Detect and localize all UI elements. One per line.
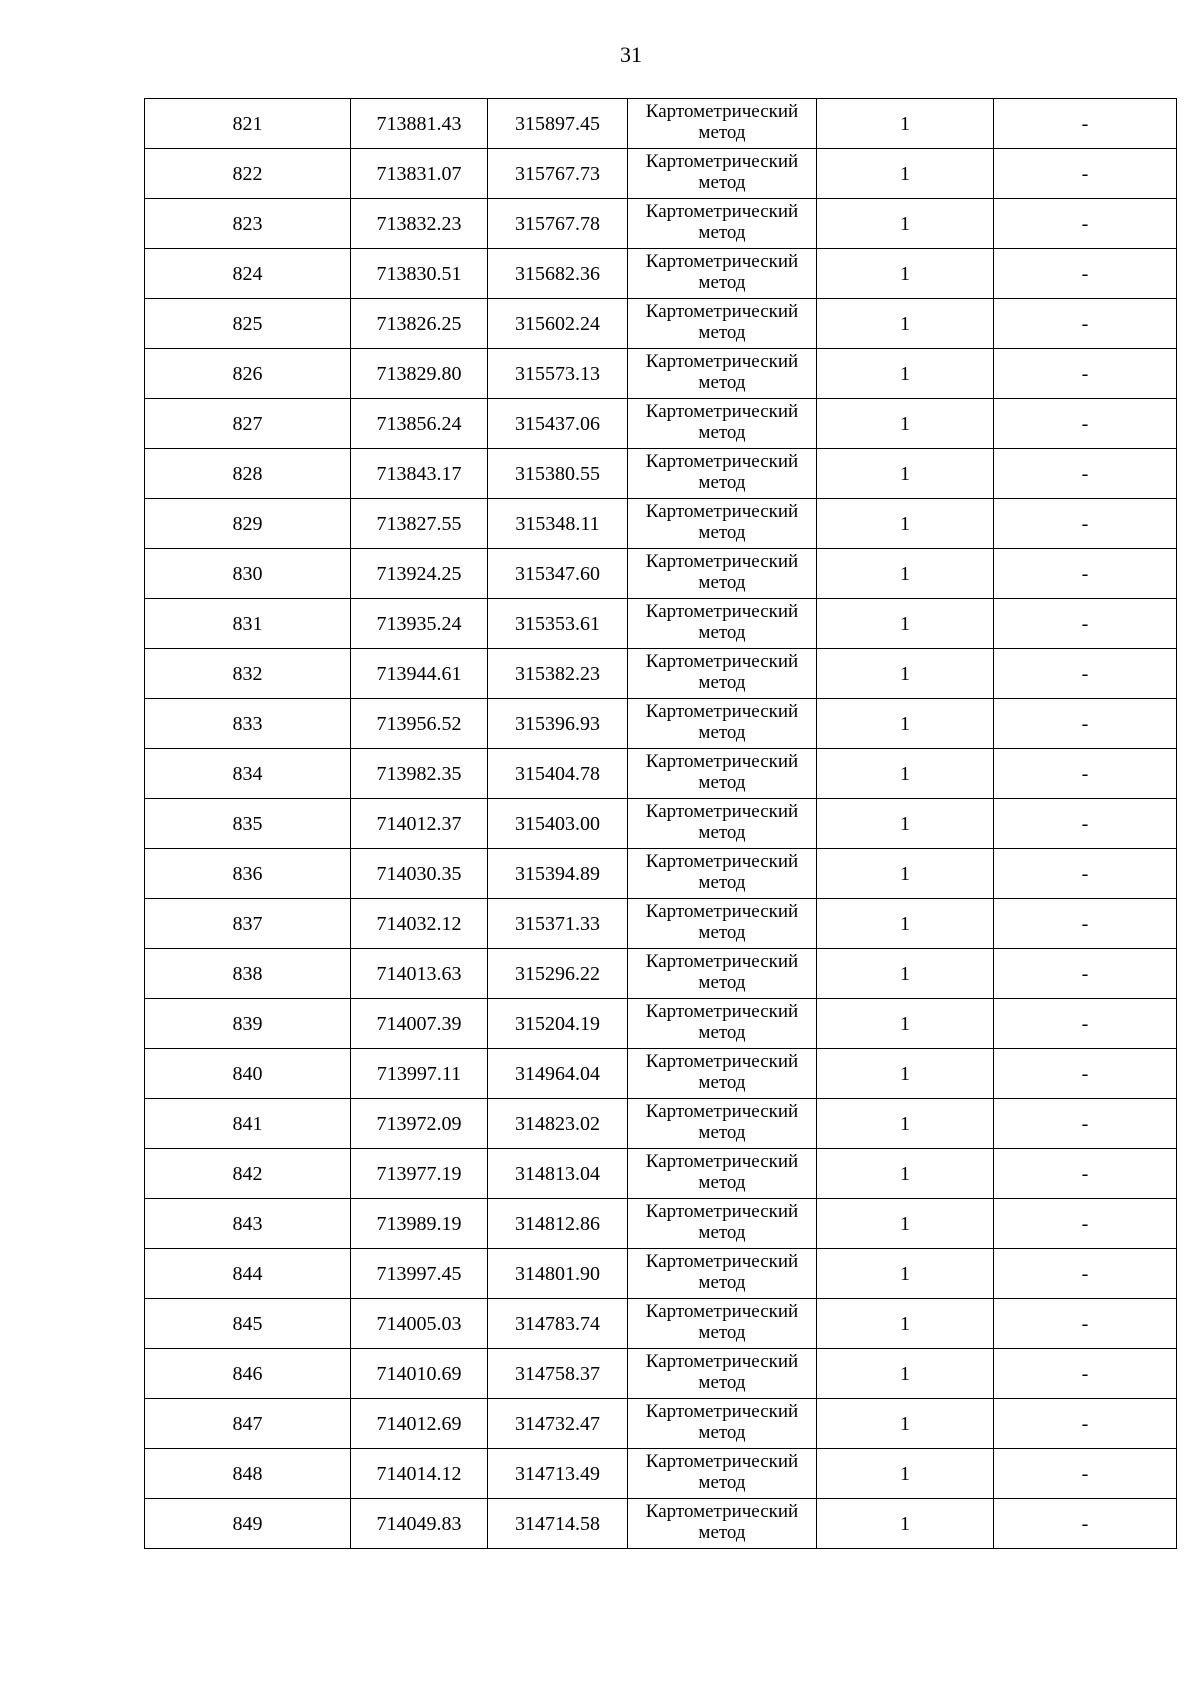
method-cell [628,1199,817,1249]
accuracy-cell: 1 [817,899,994,949]
description-cell: - [994,1449,1177,1499]
point-number-cell: 844 [145,1249,351,1299]
description-cell: - [994,199,1177,249]
accuracy-cell: 1 [817,1499,994,1549]
accuracy-cell: 1 [817,199,994,249]
x-coordinate-cell: 713935.24 [351,599,488,649]
table-row [145,1049,1177,1099]
table-row [145,799,1177,849]
method-text-line2: метод [698,872,746,893]
x-coordinate-cell: 714010.69 [351,1349,488,1399]
x-coordinate-cell: 713956.52 [351,699,488,749]
y-coordinate-cell: 314758.37 [488,1349,628,1399]
page-number: 31 [620,42,642,67]
method-text-line1: Картометрический [645,101,799,122]
table-row [145,1299,1177,1349]
point-number-cell: 842 [145,1149,351,1199]
y-coordinate-cell: 314714.58 [488,1499,628,1549]
y-coordinate-cell: 315296.22 [488,949,628,999]
point-number-cell: 831 [145,599,351,649]
x-coordinate-cell: 714007.39 [351,999,488,1049]
y-coordinate-cell: 315437.06 [488,399,628,449]
method-cell [628,949,817,999]
description-cell: - [994,1149,1177,1199]
table-row [145,949,1177,999]
method-text-line2: метод [698,1222,746,1243]
description-cell: - [994,349,1177,399]
x-coordinate-cell: 714014.12 [351,1449,488,1499]
point-number-cell: 841 [145,1099,351,1149]
method-cell [628,399,817,449]
table-row [145,899,1177,949]
y-coordinate-cell: 314813.04 [488,1149,628,1199]
method-text-line1: Картометрический [645,1501,799,1522]
point-number-cell: 840 [145,1049,351,1099]
description-cell: - [994,1399,1177,1449]
description-cell: - [994,149,1177,199]
method-cell [628,899,817,949]
method-cell [628,1499,817,1549]
method-text-line1: Картометрический [645,751,799,772]
x-coordinate-cell: 714012.37 [351,799,488,849]
accuracy-cell: 1 [817,799,994,849]
method-text-line2: метод [698,1122,746,1143]
method-text-line2: метод [698,772,746,793]
y-coordinate-cell: 315403.00 [488,799,628,849]
point-number-cell: 832 [145,649,351,699]
method-cell [628,1149,817,1199]
method-text-line1: Картометрический [645,801,799,822]
y-coordinate-cell: 315602.24 [488,299,628,349]
point-number-cell: 824 [145,249,351,299]
table-row [145,199,1177,249]
accuracy-cell: 1 [817,499,994,549]
y-coordinate-cell: 315371.33 [488,899,628,949]
description-cell: - [994,499,1177,549]
method-text-line1: Картометрический [645,1151,799,1172]
x-coordinate-cell: 713832.23 [351,199,488,249]
y-coordinate-cell: 315682.36 [488,249,628,299]
method-cell [628,1099,817,1149]
method-text-line2: метод [698,922,746,943]
y-coordinate-cell: 315404.78 [488,749,628,799]
method-cell [628,649,817,699]
table-row [145,399,1177,449]
method-text-line1: Картометрический [645,1101,799,1122]
accuracy-cell: 1 [817,99,994,149]
method-text-line1: Картометрический [645,451,799,472]
method-text-line1: Картометрический [645,1351,799,1372]
y-coordinate-cell: 315204.19 [488,999,628,1049]
method-cell [628,1299,817,1349]
x-coordinate-cell: 714012.69 [351,1399,488,1449]
description-cell: - [994,99,1177,149]
method-cell [628,249,817,299]
method-text-line2: метод [698,122,746,143]
accuracy-cell: 1 [817,1249,994,1299]
coordinates-table-body [145,99,1177,1549]
y-coordinate-cell: 315380.55 [488,449,628,499]
method-cell [628,199,817,249]
method-text-line1: Картометрический [645,201,799,222]
method-text-line1: Картометрический [645,1301,799,1322]
description-cell: - [994,649,1177,699]
accuracy-cell: 1 [817,849,994,899]
x-coordinate-cell: 714005.03 [351,1299,488,1349]
accuracy-cell: 1 [817,1149,994,1199]
description-cell: - [994,749,1177,799]
method-text-line1: Картометрический [645,951,799,972]
method-text-line2: метод [698,422,746,443]
y-coordinate-cell: 315353.61 [488,599,628,649]
y-coordinate-cell: 315394.89 [488,849,628,899]
table-row [145,449,1177,499]
method-text-line2: метод [698,372,746,393]
x-coordinate-cell: 713843.17 [351,449,488,499]
point-number-cell: 847 [145,1399,351,1449]
method-text-line1: Картометрический [645,1001,799,1022]
method-text-line1: Картометрический [645,1201,799,1222]
x-coordinate-cell: 713944.61 [351,649,488,699]
method-text-line2: метод [698,1072,746,1093]
x-coordinate-cell: 714013.63 [351,949,488,999]
table-row [145,499,1177,549]
point-number-cell: 848 [145,1449,351,1499]
x-coordinate-cell: 713977.19 [351,1149,488,1199]
description-cell: - [994,599,1177,649]
method-text-line1: Картометрический [645,301,799,322]
method-cell [628,1449,817,1499]
description-cell: - [994,699,1177,749]
description-cell: - [994,849,1177,899]
method-text-line1: Картометрический [645,1401,799,1422]
method-text-line1: Картометрический [645,151,799,172]
method-text-line2: метод [698,1022,746,1043]
accuracy-cell: 1 [817,999,994,1049]
method-text-line1: Картометрический [645,701,799,722]
table-row [145,1399,1177,1449]
table-row [145,599,1177,649]
method-cell [628,299,817,349]
method-cell [628,799,817,849]
table-row [145,1349,1177,1399]
description-cell: - [994,1099,1177,1149]
x-coordinate-cell: 713881.43 [351,99,488,149]
accuracy-cell: 1 [817,549,994,599]
description-cell: - [994,1249,1177,1299]
x-coordinate-cell: 714030.35 [351,849,488,899]
table-row [145,299,1177,349]
table-row [145,1499,1177,1549]
point-number-cell: 846 [145,1349,351,1399]
y-coordinate-cell: 315382.23 [488,649,628,699]
y-coordinate-cell: 315348.11 [488,499,628,549]
method-text-line2: метод [698,1322,746,1343]
method-text-line2: метод [698,272,746,293]
point-number-cell: 845 [145,1299,351,1349]
description-cell: - [994,899,1177,949]
method-cell [628,1399,817,1449]
x-coordinate-cell: 713972.09 [351,1099,488,1149]
method-cell [628,449,817,499]
table-row [145,549,1177,599]
accuracy-cell: 1 [817,299,994,349]
accuracy-cell: 1 [817,599,994,649]
method-cell [628,1249,817,1299]
point-number-cell: 833 [145,699,351,749]
table-row [145,1149,1177,1199]
method-text-line2: метод [698,822,746,843]
point-number-cell: 828 [145,449,351,499]
method-text-line2: метод [698,1372,746,1393]
accuracy-cell: 1 [817,1049,994,1099]
method-text-line1: Картометрический [645,851,799,872]
method-text-line1: Картометрический [645,1451,799,1472]
method-cell [628,999,817,1049]
x-coordinate-cell: 714032.12 [351,899,488,949]
method-text-line2: метод [698,572,746,593]
table-row [145,1199,1177,1249]
method-cell [628,549,817,599]
y-coordinate-cell: 315897.45 [488,99,628,149]
coordinates-table [144,98,1177,1549]
accuracy-cell: 1 [817,399,994,449]
method-text-line2: метод [698,1172,746,1193]
x-coordinate-cell: 713989.19 [351,1199,488,1249]
accuracy-cell: 1 [817,699,994,749]
accuracy-cell: 1 [817,1399,994,1449]
y-coordinate-cell: 314964.04 [488,1049,628,1099]
method-cell [628,599,817,649]
table-row [145,849,1177,899]
accuracy-cell: 1 [817,749,994,799]
method-text-line1: Картометрический [645,351,799,372]
table-row [145,249,1177,299]
table-row [145,1449,1177,1499]
method-text-line2: метод [698,1472,746,1493]
x-coordinate-cell: 713829.80 [351,349,488,399]
method-text-line2: метод [698,322,746,343]
table-row [145,1249,1177,1299]
method-text-line2: метод [698,1272,746,1293]
description-cell: - [994,549,1177,599]
y-coordinate-cell: 315347.60 [488,549,628,599]
accuracy-cell: 1 [817,1299,994,1349]
description-cell: - [994,249,1177,299]
method-text-line2: метод [698,1522,746,1543]
point-number-cell: 835 [145,799,351,849]
point-number-cell: 825 [145,299,351,349]
method-cell [628,349,817,399]
method-cell [628,99,817,149]
accuracy-cell: 1 [817,1099,994,1149]
table-row [145,749,1177,799]
point-number-cell: 822 [145,149,351,199]
method-text-line2: метод [698,972,746,993]
x-coordinate-cell: 713924.25 [351,549,488,599]
x-coordinate-cell: 713830.51 [351,249,488,299]
method-cell [628,749,817,799]
method-cell [628,499,817,549]
point-number-cell: 827 [145,399,351,449]
method-cell [628,149,817,199]
description-cell: - [994,449,1177,499]
table-row [145,349,1177,399]
table-row [145,999,1177,1049]
description-cell: - [994,949,1177,999]
accuracy-cell: 1 [817,1349,994,1399]
method-text-line2: метод [698,1422,746,1443]
description-cell: - [994,299,1177,349]
method-text-line2: метод [698,222,746,243]
x-coordinate-cell: 713826.25 [351,299,488,349]
accuracy-cell: 1 [817,949,994,999]
description-cell: - [994,1349,1177,1399]
method-text-line1: Картометрический [645,401,799,422]
x-coordinate-cell: 713997.11 [351,1049,488,1099]
y-coordinate-cell: 314812.86 [488,1199,628,1249]
x-coordinate-cell: 713831.07 [351,149,488,199]
x-coordinate-cell: 713982.35 [351,749,488,799]
description-cell: - [994,1299,1177,1349]
point-number-cell: 826 [145,349,351,399]
method-text-line1: Картометрический [645,501,799,522]
table-row [145,649,1177,699]
method-text-line2: метод [698,172,746,193]
y-coordinate-cell: 314823.02 [488,1099,628,1149]
description-cell: - [994,799,1177,849]
method-text-line2: метод [698,522,746,543]
method-cell [628,1049,817,1099]
y-coordinate-cell: 315573.13 [488,349,628,399]
method-cell [628,699,817,749]
table-row [145,99,1177,149]
description-cell: - [994,1499,1177,1549]
method-cell [628,849,817,899]
method-text-line1: Картометрический [645,1051,799,1072]
accuracy-cell: 1 [817,149,994,199]
accuracy-cell: 1 [817,1199,994,1249]
method-text-line2: метод [698,472,746,493]
x-coordinate-cell: 713856.24 [351,399,488,449]
method-text-line1: Картометрический [645,1251,799,1272]
method-text-line1: Картометрический [645,901,799,922]
point-number-cell: 838 [145,949,351,999]
accuracy-cell: 1 [817,449,994,499]
table-row [145,699,1177,749]
y-coordinate-cell: 314801.90 [488,1249,628,1299]
y-coordinate-cell: 315396.93 [488,699,628,749]
method-cell [628,1349,817,1399]
method-text-line2: метод [698,622,746,643]
point-number-cell: 834 [145,749,351,799]
point-number-cell: 836 [145,849,351,899]
description-cell: - [994,399,1177,449]
method-text-line1: Картометрический [645,651,799,672]
point-number-cell: 821 [145,99,351,149]
point-number-cell: 823 [145,199,351,249]
description-cell: - [994,1049,1177,1099]
point-number-cell: 849 [145,1499,351,1549]
y-coordinate-cell: 314783.74 [488,1299,628,1349]
description-cell: - [994,1199,1177,1249]
y-coordinate-cell: 315767.73 [488,149,628,199]
y-coordinate-cell: 315767.78 [488,199,628,249]
point-number-cell: 830 [145,549,351,599]
point-number-cell: 837 [145,899,351,949]
y-coordinate-cell: 314732.47 [488,1399,628,1449]
point-number-cell: 829 [145,499,351,549]
method-text-line2: метод [698,722,746,743]
table-row [145,1099,1177,1149]
point-number-cell: 843 [145,1199,351,1249]
method-text-line1: Картометрический [645,551,799,572]
accuracy-cell: 1 [817,1449,994,1499]
accuracy-cell: 1 [817,649,994,699]
x-coordinate-cell: 714049.83 [351,1499,488,1549]
point-number-cell: 839 [145,999,351,1049]
x-coordinate-cell: 713997.45 [351,1249,488,1299]
accuracy-cell: 1 [817,349,994,399]
accuracy-cell: 1 [817,249,994,299]
method-text-line2: метод [698,672,746,693]
table-row [145,149,1177,199]
description-cell: - [994,999,1177,1049]
method-text-line1: Картометрический [645,251,799,272]
method-text-line1: Картометрический [645,601,799,622]
y-coordinate-cell: 314713.49 [488,1449,628,1499]
x-coordinate-cell: 713827.55 [351,499,488,549]
